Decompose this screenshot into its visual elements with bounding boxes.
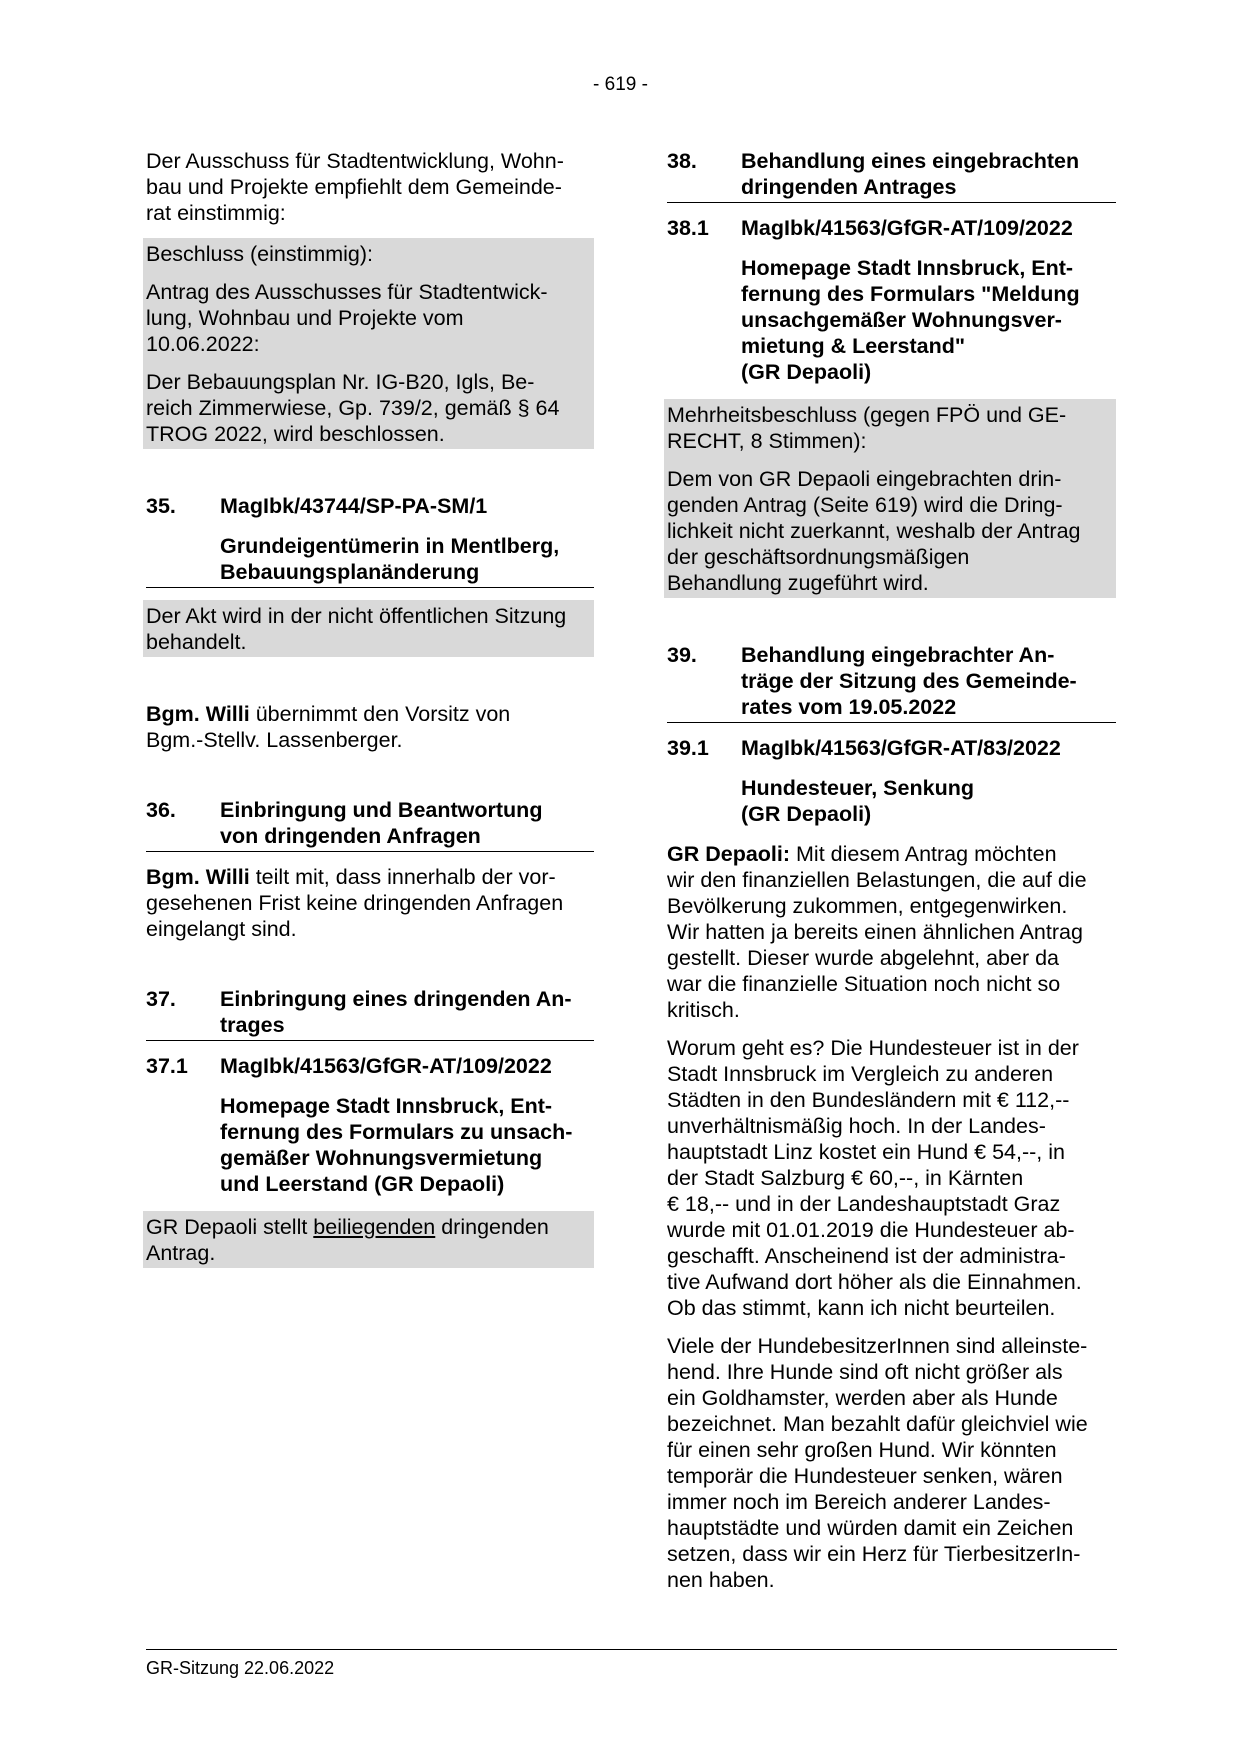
section-36-text: Bgm. Willi teilt mit, dass innerhalb der vor- gesehenen Frist keine dringenden Anfragen eingelangt sind. bbox=[146, 865, 564, 941]
section-39-1-heading: 39.1 MagIbk/41563/GfGR-AT/83/2022 bbox=[667, 736, 1061, 760]
footer-session-date: GR-Sitzung 22.06.2022 bbox=[146, 1658, 335, 1678]
decision-title: Beschluss (einstimmig): bbox=[146, 242, 373, 266]
attachment-link[interactable]: beiliegenden bbox=[313, 1215, 436, 1239]
section-35-note: Der Akt wird in der nicht öffentlichen Sitzung behandelt. bbox=[143, 600, 594, 657]
chair-change-note: Bgm. Willi übernimmt den Vorsitz von Bgm.-Stellv. Lassenberger. bbox=[146, 702, 511, 752]
section-37-1-heading: 37.1 MagIbk/41563/GfGR-AT/109/2022 bbox=[146, 1054, 552, 1078]
left-column bbox=[146, 148, 594, 1268]
right-column bbox=[667, 148, 1116, 1605]
section-37-1-subtitle: Homepage Stadt Innsbruck, Ent- fernung des Formulars zu unsach- gemäßer Wohnungsvermietung und Leerstand (GR Depaoli) bbox=[220, 1094, 573, 1196]
section-37-heading: 37. Einbringung eines dringenden An- trages bbox=[146, 986, 594, 1041]
majority-decision-text: Dem von GR Depaoli eingebrachten drin- genden Antrag (Seite 619) wird die Dring- lichkeit nicht zuerkannt, weshalb der Antrag der geschäftsordnungsmäßigen Behandlung zugeführt wird. bbox=[667, 467, 1081, 595]
committee-recommendation: Der Ausschuss für Stadtentwicklung, Wohn- bau und Projekte empfiehlt dem Gemeinde- rat einstimmig: bbox=[146, 149, 564, 225]
footer-divider bbox=[146, 1649, 1117, 1650]
decision-motion: Antrag des Ausschusses für Stadtentwick- lung, Wohnbau und Projekte vom 10.06.2022: bbox=[146, 280, 548, 356]
section-38-1-subtitle: Homepage Stadt Innsbruck, Ent- fernung des Formulars "Meldung unsachgemäßer Wohnungsver- mietung & Leerstand" (GR Depaoli) bbox=[741, 256, 1080, 384]
section-39-1-subtitle: Hundesteuer, Senkung (GR Depaoli) bbox=[741, 776, 974, 826]
speech-paragraph-1: GR Depaoli: Mit diesem Antrag möchten wir den finanziellen Belastungen, die auf die Bevölkerung zukommen, entgegenwirken. Wir hatten ja bereits einen ähnlichen Antrag gestellt. Dieser wurde abgelehnt, aber da war die finanzielle Situation noch nicht so kritisch. bbox=[667, 842, 1087, 1022]
decision-box bbox=[143, 238, 594, 449]
majority-decision-title: Mehrheitsbeschluss (gegen FPÖ und GE- RECHT, 8 Stimmen): bbox=[667, 403, 1067, 453]
section-38-heading: 38. Behandlung eines eingebrachten dringenden Antrages bbox=[667, 148, 1116, 203]
section-37-1-note: GR Depaoli stellt beiliegenden dringenden Antrag. bbox=[143, 1211, 594, 1268]
section-35-subtitle: Grundeigentümerin in Mentlberg, Bebauungsplanänderung bbox=[146, 533, 594, 588]
section-38-1-decision bbox=[664, 399, 1116, 598]
section-35-heading: 35. MagIbk/43744/SP-PA-SM/1 bbox=[146, 494, 488, 518]
speech-paragraph-3: Viele der HundebesitzerInnen sind alleinste- hend. Ihre Hunde sind oft nicht größer als ein Goldhamster, werden aber als Hunde bezeichnet. Man bezahlt dafür gleichviel wie für einen sehr großen Hund. Wir könnten temporär die Hundesteuer senken, wären immer noch im Bereich anderer Landes- hauptstädte und würden damit ein Zeichen setzen, dass wir ein Herz für TierbesitzerIn- nen haben. bbox=[667, 1334, 1088, 1592]
speech-paragraph-2: Worum geht es? Die Hundesteuer ist in der Stadt Innsbruck im Vergleich zu anderen Städten in den Bundesländern mit € 112,-- unverhältnismäßig hoch. In der Landes- hauptstadt Linz kostet ein Hund € 54,--, in der Stadt Salzburg € 60,--, in Kärnten € 18,-- und in der Landeshauptstadt Graz wurde mit 01.01.2019 die Hundesteuer ab- geschafft. Anscheinend ist der administra- tive Aufwand dort höher als die Einnahmen. Ob das stimmt, kann ich nicht beurteilen. bbox=[667, 1036, 1082, 1320]
section-36-heading: 36. Einbringung und Beantwortung von dringenden Anfragen bbox=[146, 797, 594, 852]
page-number: - 619 - bbox=[593, 74, 648, 95]
decision-resolution: Der Bebauungsplan Nr. IG-B20, Igls, Be- reich Zimmerwiese, Gp. 739/2, gemäß § 64 TROG 2022, wird beschlossen. bbox=[146, 370, 560, 446]
section-38-1-heading: 38.1 MagIbk/41563/GfGR-AT/109/2022 bbox=[667, 216, 1073, 240]
speaker-name: GR Depaoli: bbox=[667, 842, 791, 866]
section-39-heading: 39. Behandlung eingebrachter An- träge der Sitzung des Gemeinde- rates vom 19.05.2022 bbox=[667, 642, 1116, 723]
